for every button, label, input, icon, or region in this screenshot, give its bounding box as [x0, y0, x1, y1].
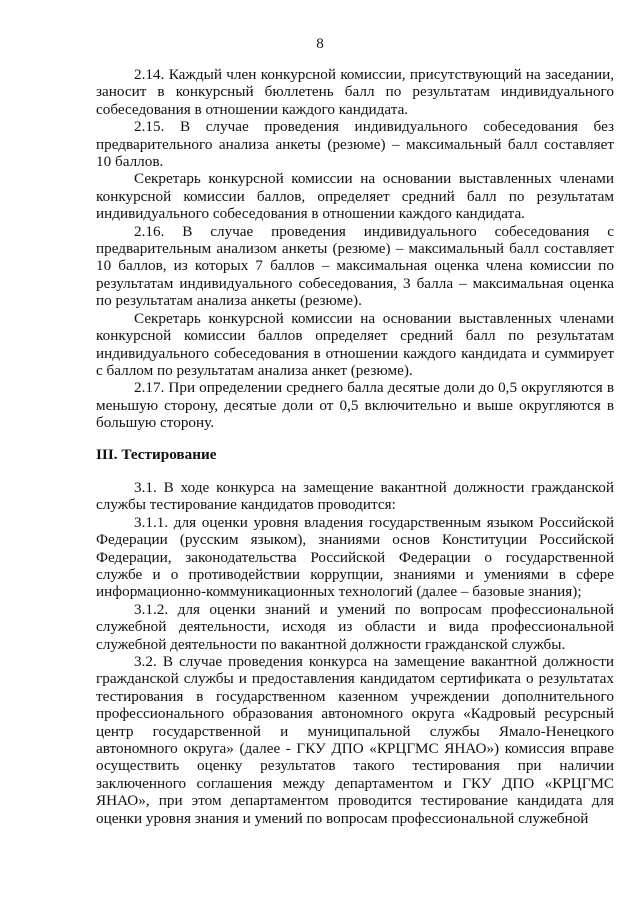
paragraph-3-1-2: 3.1.2. для оценки знаний и умений по вопросам профессиональной служебной деятельности, исходя из области и вида профессиональной служебной деятельности по вакантной должности гражданской службы. [96, 600, 614, 653]
document-body [96, 66, 614, 827]
paragraph-3-1-1: 3.1.1. для оценки уровня владения государственным языком Российской Федерации (русским языком), знаниями основ Конституции Российской Федерации, законодательства Российской Федерации о государственной службе и о противодействии коррупции, знаниями и умениями в сфере информационно-коммуникационных технологий (далее – базовые знания); [96, 513, 614, 601]
paragraph-2-16: 2.16. В случае проведения индивидуального собеседования с предварительным анализом анкеты (резюме) – максимальный балл составляет 10 баллов, из которых 7 баллов – максимальная оценка члена комиссии по результатам индивидуального собеседования, 3 балла – максимальная оценка по результатам анализа анкеты (резюме). [96, 222, 614, 310]
paragraph-2-15: 2.15. В случае проведения индивидуального собеседования без предварительного анализа анкеты (резюме) – максимальный балл составляет 10 баллов. [96, 118, 614, 171]
page-number: 8 [316, 36, 324, 52]
paragraph-2-14: 2.14. Каждый член конкурсной комиссии, присутствующий на заседании, заносит в конкурсный бюллетень балл по результатам индивидуального собеседования в отношении каждого кандидата. [96, 66, 614, 118]
paragraph-2-17: 2.17. При определении среднего балла десятые доли до 0,5 округляются в меньшую сторону, десятые доли от 0,5 включительно и выше округляются в большую сторону. [96, 379, 614, 432]
section-title: III. Тестирование [96, 445, 217, 463]
paragraph-3-2: 3.2. В случае проведения конкурса на замещение вакантной должности гражданской службы и предоставления кандидатом сертификата о результатах тестирования в государственном казенном учреждении дополнительного профессионального образования автономного округа «Кадровый ресурсный центр государственной и муниципальной службы Ямало-Ненецкого автономного округа» (далее - ГКУ ДПО «КРЦГМС ЯНАО») комиссия вправе осуществить оценку результатов такого тестирования при наличии заключенного соглашения между департаментом и ГКУ ДПО «КРЦГМС ЯНАО», при этом департаментом проводится тестирование кандидата для оценки уровня знания и умений по вопросам профессиональной служебной [96, 653, 614, 827]
paragraph-secretary-2: Секретарь конкурсной комиссии на основании выставленных членами конкурсной комиссии баллов определяет средний балл по результатам индивидуального собеседования в отношении каждого кандидата и суммирует с баллом по результатам анализа анкет (резюме). [96, 309, 614, 379]
paragraph-secretary-1: Секретарь конкурсной комиссии на основании выставленных членами конкурсной комиссии баллов, определяет средний балл по результатам индивидуального собеседования в отношении каждого кандидата. [96, 170, 614, 223]
paragraph-3-1: 3.1. В ходе конкурса на замещение вакантной должности гражданской службы тестирование кандидатов проводится: [96, 478, 614, 514]
